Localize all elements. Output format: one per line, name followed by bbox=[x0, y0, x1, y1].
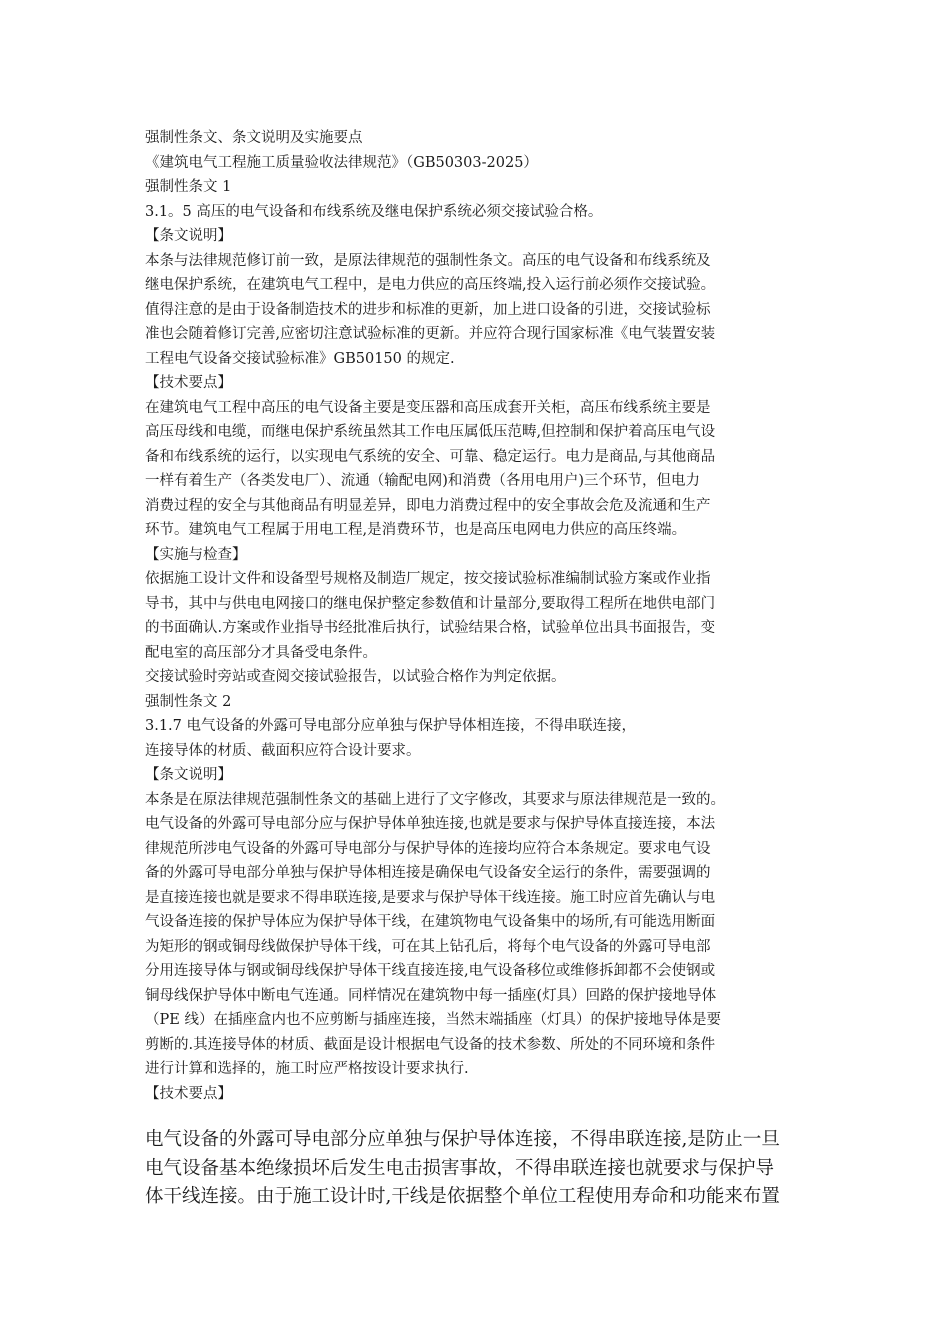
paragraph-line: 依据施工设计文件和设备型号规格及制造厂规定，按交接试验标准编制试验方案或作业指 bbox=[145, 571, 711, 587]
large-paragraph-line: 电气设备基本绝缘损坏后发生电击损害事故，不得串联连接也就要求与保护导 bbox=[145, 1157, 775, 1179]
paragraph-line: 气设备连接的保护导体应为保护导体干线，在建筑物电气设备集中的场所,有可能选用断面 bbox=[145, 914, 716, 930]
paragraph-line: 配电室的高压部分才具备受电条件。 bbox=[145, 644, 377, 661]
paragraph-spacer bbox=[145, 1106, 813, 1126]
paragraph-line: 是直接连接也就是要求不得串联连接,是要求与保护导体干线连接。施工时应首先确认与电 bbox=[145, 889, 716, 906]
paragraph-line: 分用连接导体与钢或铜母线保护导体干线直接连接,电气设备移位或维修拆卸都不会使钢或 bbox=[145, 963, 716, 979]
large-paragraph-line: 体干线连接。由于施工设计时,干线是依据整个单位工程使用寿命和功能来布置 bbox=[145, 1186, 780, 1207]
paragraph-line: 交接试验时旁站或查阅交接试验报告，以试验合格作为判定依据。 bbox=[145, 669, 566, 685]
large-paragraph-line: 电气设备的外露可导电部分应单独与保护导体连接，不得串联连接,是防止一旦 bbox=[145, 1129, 780, 1150]
paragraph-line: 本条与法律规范修订前一致，是原法律规范的强制性条文。高压的电气设备和布线系统及 bbox=[145, 252, 711, 269]
paragraph-line: 备的外露可导电部分单独与保护导体相连接是确保电气设备安全运行的条件，需要强调的 bbox=[145, 865, 711, 881]
clause-text: 连接导体的材质、截面积应符合设计要求。 bbox=[145, 742, 421, 759]
paragraph-line: 铜母线保护导体中断电气连通。同样情况在建筑物中每一插座(灯具）回路的保护接地导体 bbox=[145, 987, 717, 1004]
clause-heading-2: 强制性条文 2 bbox=[145, 693, 232, 710]
clause-text: 3.1。5 高压的电气设备和布线系统及继电保护系统必须交接试验合格。 bbox=[145, 203, 603, 220]
paragraph-line: 在建筑电气工程中高压的电气设备主要是变压器和高压成套开关柜，高压布线系统主要是 bbox=[145, 399, 711, 416]
paragraph-line: 剪断的.其连接导体的材质、截面是设计根据电气设备的技术参数、所处的不同环境和条件 bbox=[145, 1036, 716, 1053]
paragraph-line: 继电保护系统，在建筑电气工程中，是电力供应的高压终端,投入运行前必须作交接试验。 bbox=[145, 277, 716, 293]
paragraph-line: 备和布线系统的运行，以实现电气系统的安全、可靠、稳定运行。电力是商品,与其他商品 bbox=[145, 448, 716, 465]
paragraph-line: 值得注意的是由于设备制造技术的进步和标准的更新，加上进口设备的引进，交接试验标 bbox=[145, 301, 711, 318]
paragraph-line: 准也会随着修订完善,应密切注意试验标准的更新。并应符合现行国家标准《电气装置安装 bbox=[145, 326, 716, 342]
section-heading: 【条文说明】 bbox=[145, 228, 232, 244]
paragraph-line: 进行计算和选择的，施工时应严格按设计要求执行. bbox=[145, 1061, 469, 1077]
paragraph-line: 导书，其中与供电电网接口的继电保护整定参数值和计量部分,要取得工程所在地供电部门 bbox=[145, 595, 716, 612]
paragraph-line: 本条是在原法律规范强制性条文的基础上进行了文字修改，其要求与原法律规范是一致的。 bbox=[145, 791, 725, 808]
paragraph-line: 律规范所涉电气设备的外露可导电部分与保护导体的连接均应符合本条规定。要求电气设 bbox=[145, 840, 711, 857]
paragraph-line: 的书面确认.方案或作业指导书经批准后执行，试验结果合格，试验单位出具书面报告，变 bbox=[145, 620, 716, 636]
section-heading: 【条文说明】 bbox=[145, 767, 232, 783]
section-heading: 【技术要点】 bbox=[145, 1085, 232, 1102]
clause-text: 3.1.7 电气设备的外露可导电部分应单独与保护导体相连接，不得串联连接， bbox=[145, 718, 637, 734]
document-body bbox=[145, 126, 813, 1212]
standard-name: 《建筑电气工程施工质量验收法律规范》（GB50303-2025） bbox=[145, 154, 538, 171]
paragraph-line: 工程电气设备交接试验标准》GB50150 的规定. bbox=[145, 350, 455, 367]
document-title: 强制性条文、条文说明及实施要点 bbox=[145, 130, 363, 146]
paragraph-line: （PE 线）在插座盒内也不应剪断与插座连接，当然末端插座（灯具）的保护接地导体是要 bbox=[145, 1012, 721, 1028]
section-heading: 【技术要点】 bbox=[145, 375, 232, 391]
paragraph-line: 一样有着生产（各类发电厂）、流通（输配电网)和消费（各用电用户)三个环节，但电力 bbox=[145, 473, 701, 489]
paragraph-line: 为矩形的钢或铜母线做保护导体干线，可在其上钻孔后，将每个电气设备的外露可导电部 bbox=[145, 938, 711, 955]
paragraph-line: 电气设备的外露可导电部分应与保护导体单独连接,也就是要求与保护导体直接连接，本法 bbox=[145, 816, 716, 832]
clause-heading-1: 强制性条文 1 bbox=[145, 179, 232, 195]
paragraph-line: 环节。建筑电气工程属于用电工程,是消费环节，也是高压电网电力供应的高压终端。 bbox=[145, 522, 687, 538]
paragraph-line: 高压母线和电缆，而继电保护系统虽然其工作电压属低压范畴,但控制和保护着高压电气设 bbox=[145, 424, 716, 440]
section-heading: 【实施与检查】 bbox=[145, 546, 247, 563]
paragraph-line: 消费过程的安全与其他商品有明显差异，即电力消费过程中的安全事故会危及流通和生产 bbox=[145, 497, 711, 514]
